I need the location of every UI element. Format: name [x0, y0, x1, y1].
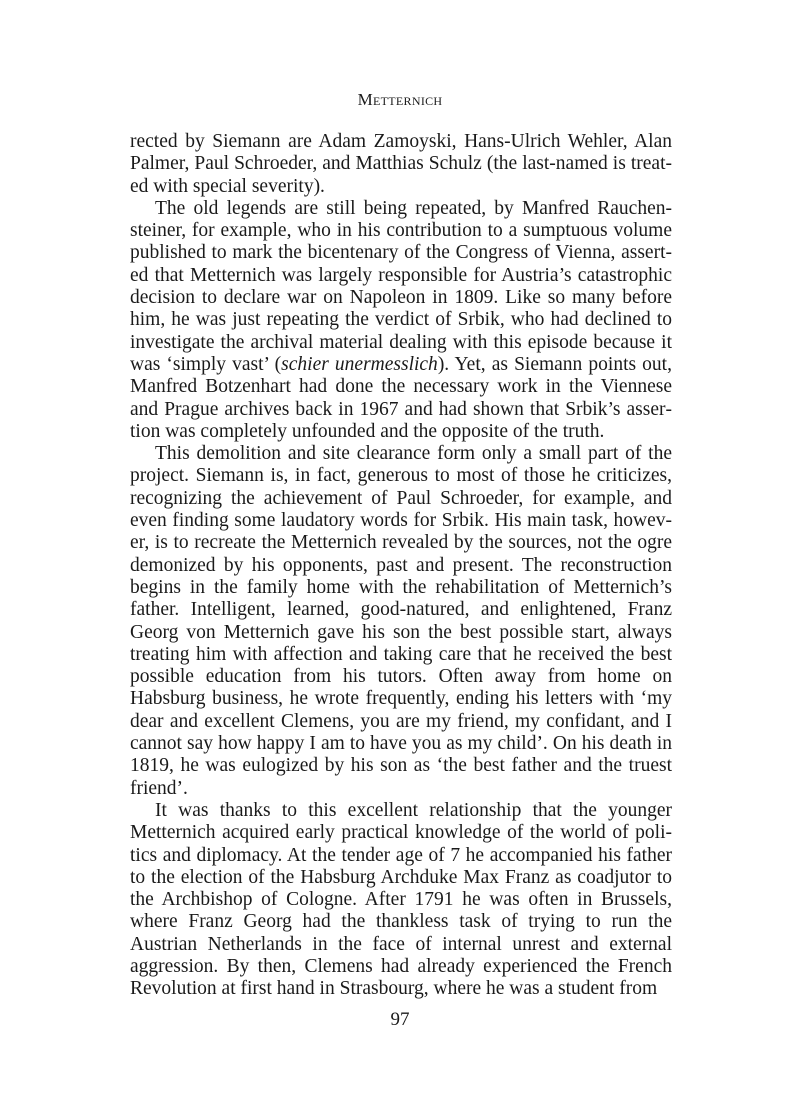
body-text: [130, 131, 672, 1001]
italic-phrase: schier unermesslich: [281, 353, 438, 375]
paragraph-old-legends: [130, 198, 672, 443]
running-head: Metternich: [357, 90, 443, 109]
paragraph-text-part: The old legends are still being repeated, by Manfred Rauchensteiner, for example, who in his contribution to a sumptuous volume published to mark the bicentenary of the Congress of Vienna, asserted that Metternich was largely responsible for Austria’s catastrophic decision to declare war on Napoleon in 1809. Like so many before him, he was just repeating the verdict of Srbik, who had declined to investigate the archival material dealing with this episode because it was ‘simply vast’ (: [130, 197, 672, 375]
paragraph-text-part: ). Yet, as Siemann points out, Manfred Botzenhart had done the necessary work in the Viennese and Prague archives back in 1967 and had shown that Srbik’s assertion was completely unfounded and the opposite of the truth.: [130, 353, 672, 442]
page-number: 97: [390, 1009, 410, 1030]
paragraph-relationship: It was thanks to this excellent relationship that the younger Metternich acquired early practical knowledge of the world of politics and diplomacy. At the tender age of 7 he accompanied his father to the election of the Habsburg Archduke Max Franz as coadjutor to the Archbishop of Cologne. After 1791 he was often in Brussels, where Franz Georg had the thankless task of trying to run the Austrian Netherlands in the face of internal unrest and external aggression. By then, Clemens had already experienced the French Revolution at first hand in Strasbourg, where he was a student from: [130, 799, 672, 1000]
paragraph-demolition: This demolition and site clearance form only a small part of the project. Siemann is, in fact, generous to most of those he criticizes, recognizing the achievement of Paul Schroeder, for example, and even finding some laudatory words for Srbik. His main task, however, is to recreate the Metternich revealed by the sources, not the ogre demonized by his opponents, past and present. The reconstruction begins in the family home with the rehabilitation of Metternich’s father. Intelligent, learned, good-natured, and enlightened, Franz Georg von Metternich gave his son the best possible start, always treating him with affection and taking care that he received the best possible education from his tutors. Often away from home on Habsburg business, he wrote frequently, ending his letters with ‘my dear and excellent Clemens, you are my friend, my confidant, and I cannot say how happy I am to have you as my child’. On his death in 1819, he was eulogized by his son as ‘the best father and the truest friend’.: [130, 443, 672, 799]
paragraph-continuation: rected by Siemann are Adam Zamoyski, Hans-Ulrich Wehler, Alan Palmer, Paul Schroeder, and Matthias Schulz (the last-named is treated with special severity).: [130, 131, 672, 197]
